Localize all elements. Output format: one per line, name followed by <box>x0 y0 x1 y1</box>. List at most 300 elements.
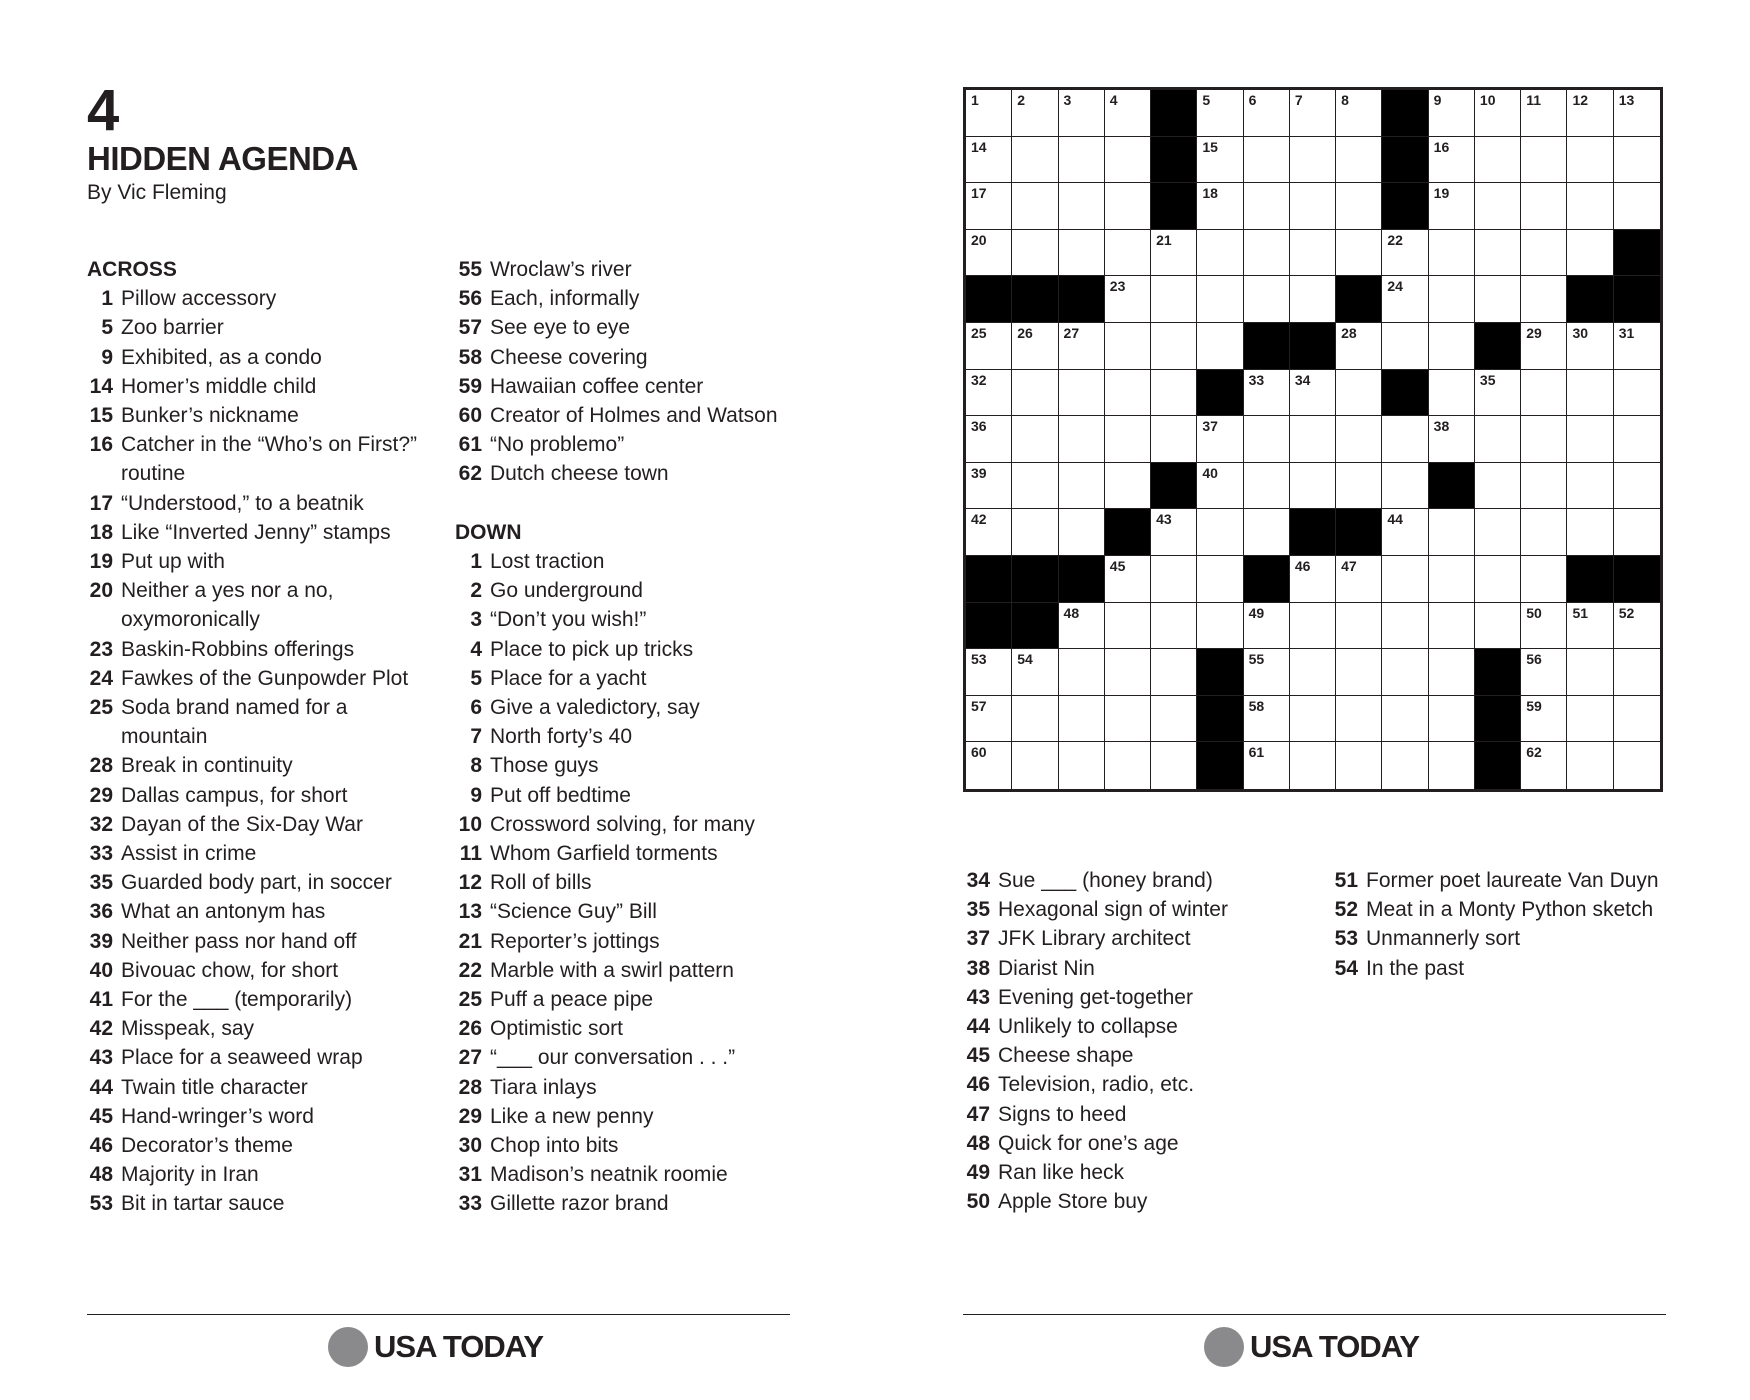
grid-cell[interactable] <box>1151 416 1197 463</box>
grid-cell[interactable] <box>1567 463 1613 510</box>
grid-cell[interactable] <box>1105 323 1151 370</box>
grid-cell[interactable] <box>1567 696 1613 743</box>
grid-cell[interactable] <box>1151 649 1197 696</box>
grid-cell[interactable] <box>1475 463 1521 510</box>
grid-cell[interactable] <box>1567 370 1613 417</box>
brand-name: USA TODAY <box>374 1329 544 1364</box>
grid-cell[interactable] <box>1614 649 1660 696</box>
grid-cell[interactable] <box>1567 323 1613 370</box>
grid-cell[interactable] <box>1382 276 1428 323</box>
grid-cell[interactable] <box>966 416 1012 463</box>
cell-number: 38 <box>1433 418 1450 435</box>
grid-cell[interactable] <box>1151 509 1197 556</box>
grid-cell[interactable] <box>1475 509 1521 556</box>
grid-cell[interactable] <box>966 649 1012 696</box>
grid-cell[interactable] <box>1059 649 1105 696</box>
grid-cell[interactable] <box>1244 230 1290 277</box>
grid-cell[interactable] <box>1197 183 1243 230</box>
grid-cell[interactable] <box>1382 230 1428 277</box>
clue-text: Guarded body part, in soccer <box>121 871 392 895</box>
grid-cell[interactable] <box>1105 90 1151 137</box>
cell-number: 26 <box>1017 325 1033 341</box>
grid-cell[interactable] <box>966 696 1012 743</box>
grid-cell[interactable] <box>1012 416 1058 463</box>
grid-cell[interactable] <box>1059 230 1105 277</box>
grid-cell[interactable] <box>1012 370 1058 417</box>
grid-cell[interactable] <box>1567 509 1613 556</box>
clue-number: 56 <box>458 287 482 311</box>
puzzle-title: HIDDEN AGENDA <box>87 140 358 177</box>
grid-cell[interactable] <box>1290 742 1336 789</box>
clue-text: Evening get-together <box>998 985 1193 1009</box>
grid-cell[interactable] <box>1567 742 1613 789</box>
grid-cell[interactable] <box>1336 742 1382 789</box>
grid-cell[interactable] <box>1382 509 1428 556</box>
grid-cell[interactable] <box>1614 742 1660 789</box>
grid-cell[interactable] <box>1012 742 1058 789</box>
grid-cell[interactable] <box>1567 230 1613 277</box>
grid-cell[interactable] <box>1521 183 1567 230</box>
across-clue <box>87 518 427 547</box>
grid-cell[interactable] <box>1521 649 1567 696</box>
cell-number: 59 <box>1526 697 1542 714</box>
cell-number: 48 <box>1063 604 1080 621</box>
grid-cell[interactable] <box>1336 603 1382 650</box>
grid-cell[interactable] <box>1244 137 1290 184</box>
clue-text: Like a new penny <box>490 1104 654 1128</box>
grid-cell[interactable] <box>1244 603 1290 650</box>
grid-cell[interactable] <box>966 370 1012 417</box>
clue-number: 3 <box>470 608 482 632</box>
cell-number: 46 <box>1294 558 1311 574</box>
clue-number: 44 <box>966 1015 990 1039</box>
grid-cell[interactable] <box>1244 509 1290 556</box>
clue-number: 5 <box>101 316 113 340</box>
grid-block <box>1614 276 1660 323</box>
grid-cell[interactable] <box>1059 370 1105 417</box>
grid-cell[interactable] <box>1197 556 1243 603</box>
grid-cell[interactable] <box>1012 649 1058 696</box>
grid-cell[interactable] <box>1059 742 1105 789</box>
grid-cell[interactable] <box>1290 276 1336 323</box>
grid-cell[interactable] <box>1290 230 1336 277</box>
grid-cell[interactable] <box>1197 323 1243 370</box>
clue-number: 50 <box>966 1190 990 1214</box>
grid-cell[interactable] <box>1614 183 1660 230</box>
grid-cell[interactable] <box>1521 137 1567 184</box>
grid-cell[interactable] <box>1059 463 1105 510</box>
clue-text: JFK Library architect <box>998 927 1191 951</box>
grid-cell[interactable] <box>1105 463 1151 510</box>
grid-cell[interactable] <box>1105 370 1151 417</box>
grid-cell[interactable] <box>1290 556 1336 603</box>
grid-block <box>1059 556 1105 603</box>
grid-cell[interactable] <box>1382 603 1428 650</box>
grid-cell[interactable] <box>1059 183 1105 230</box>
grid-cell[interactable] <box>1614 323 1660 370</box>
grid-cell[interactable] <box>1197 463 1243 510</box>
cell-number: 28 <box>1341 325 1357 341</box>
clue-number: 38 <box>966 956 990 980</box>
grid-cell[interactable] <box>1475 556 1521 603</box>
grid-cell[interactable] <box>1244 463 1290 510</box>
cell-number: 2 <box>1017 92 1026 108</box>
grid-cell[interactable] <box>1059 137 1105 184</box>
grid-cell[interactable] <box>1151 370 1197 417</box>
grid-cell[interactable] <box>1429 230 1475 277</box>
clue-text: Cheese covering <box>490 345 648 369</box>
across-clue <box>87 927 427 956</box>
down-clue <box>963 1012 1303 1041</box>
grid-cell[interactable] <box>1475 603 1521 650</box>
grid-cell[interactable] <box>1521 276 1567 323</box>
across-clue <box>455 372 785 401</box>
grid-cell[interactable] <box>1244 742 1290 789</box>
grid-cell[interactable] <box>1105 183 1151 230</box>
cell-number: 11 <box>1526 92 1541 108</box>
grid-cell[interactable] <box>966 323 1012 370</box>
grid-cell[interactable] <box>1567 183 1613 230</box>
clue-number: 29 <box>458 1104 482 1128</box>
grid-cell[interactable] <box>1382 416 1428 463</box>
grid-cell[interactable] <box>1336 463 1382 510</box>
grid-cell[interactable] <box>1197 416 1243 463</box>
clue-number: 45 <box>966 1044 990 1068</box>
clue-number: 61 <box>458 433 482 457</box>
grid-cell[interactable] <box>1105 649 1151 696</box>
cell-number: 21 <box>1156 231 1172 248</box>
grid-cell[interactable] <box>1197 276 1243 323</box>
grid-cell[interactable] <box>1290 603 1336 650</box>
cell-number: 17 <box>971 185 987 202</box>
grid-cell[interactable] <box>1614 463 1660 510</box>
grid-cell[interactable] <box>1105 230 1151 277</box>
clue-text: Roll of bills <box>490 871 592 895</box>
grid-cell[interactable] <box>1151 556 1197 603</box>
grid-cell[interactable] <box>1429 183 1475 230</box>
grid-cell[interactable] <box>1105 556 1151 603</box>
grid-cell[interactable] <box>966 90 1012 137</box>
grid-cell[interactable] <box>1429 90 1475 137</box>
grid-cell[interactable] <box>1151 323 1197 370</box>
cell-number: 6 <box>1248 92 1257 108</box>
grid-cell[interactable] <box>1429 603 1475 650</box>
grid-cell[interactable] <box>1151 276 1197 323</box>
clue-number: 62 <box>458 462 482 486</box>
across-clue <box>87 897 427 926</box>
grid-cell[interactable] <box>1012 230 1058 277</box>
clue-number: 35 <box>89 871 113 895</box>
grid-cell[interactable] <box>1382 323 1428 370</box>
grid-cell[interactable] <box>1151 230 1197 277</box>
grid-cell[interactable] <box>1012 509 1058 556</box>
cell-number: 15 <box>1202 138 1218 155</box>
grid-cell[interactable] <box>1290 649 1336 696</box>
grid-cell[interactable] <box>1429 509 1475 556</box>
grid-cell[interactable] <box>1567 603 1613 650</box>
across-clue <box>87 1160 427 1189</box>
grid-cell[interactable] <box>1105 603 1151 650</box>
down-clue <box>455 781 785 810</box>
grid-cell[interactable] <box>1290 90 1336 137</box>
clue-number: 46 <box>966 1073 990 1097</box>
clue-text: In the past <box>1366 956 1465 980</box>
grid-cell[interactable] <box>1521 90 1567 137</box>
grid-cell[interactable] <box>1336 370 1382 417</box>
grid-cell[interactable] <box>1614 696 1660 743</box>
cell-number: 49 <box>1248 604 1265 621</box>
clue-text: Hawaiian coffee center <box>490 374 704 398</box>
grid-cell[interactable] <box>1382 696 1428 743</box>
grid-cell[interactable] <box>1336 183 1382 230</box>
grid-cell[interactable] <box>1290 370 1336 417</box>
clue-text: Baskin-Robbins offerings <box>121 637 355 661</box>
grid-cell[interactable] <box>1475 370 1521 417</box>
across-clue <box>87 547 427 576</box>
across-clue <box>87 576 427 634</box>
clue-number: 55 <box>458 258 482 281</box>
grid-cell[interactable] <box>1521 463 1567 510</box>
grid-cell[interactable] <box>1336 556 1382 603</box>
grid-cell[interactable] <box>1059 696 1105 743</box>
clue-text: Hexagonal sign of winter <box>998 898 1228 922</box>
grid-cell[interactable] <box>1475 90 1521 137</box>
grid-cell[interactable] <box>966 509 1012 556</box>
across-clue <box>455 401 785 430</box>
across-clue <box>455 343 785 372</box>
cell-number: 37 <box>1202 418 1218 435</box>
grid-cell[interactable] <box>1244 276 1290 323</box>
across-clue <box>455 255 785 284</box>
grid-cell[interactable] <box>1336 649 1382 696</box>
grid-cell[interactable] <box>1429 742 1475 789</box>
grid-cell[interactable] <box>1614 137 1660 184</box>
cell-number: 51 <box>1572 604 1589 621</box>
clue-text: “Understood,” to a beatnik <box>121 491 364 515</box>
cell-number: 1 <box>971 92 979 108</box>
down-clue <box>455 1014 785 1043</box>
grid-cell[interactable] <box>1244 183 1290 230</box>
grid-cell[interactable] <box>1336 696 1382 743</box>
cell-number: 50 <box>1526 604 1542 621</box>
cell-number: 36 <box>971 418 987 435</box>
grid-cell[interactable] <box>1059 323 1105 370</box>
grid-cell[interactable] <box>1521 230 1567 277</box>
grid-cell[interactable] <box>1429 370 1475 417</box>
grid-cell[interactable] <box>1521 416 1567 463</box>
grid-cell[interactable] <box>966 230 1012 277</box>
cell-number: 62 <box>1526 744 1542 761</box>
clue-text: Place to pick up tricks <box>490 637 694 661</box>
clue-section-heading: ACROSS <box>87 258 177 281</box>
across-clue <box>87 635 427 664</box>
grid-cell[interactable] <box>1382 556 1428 603</box>
grid-cell[interactable] <box>1567 90 1613 137</box>
grid-cell[interactable] <box>1012 137 1058 184</box>
grid-cell[interactable] <box>1614 90 1660 137</box>
grid-cell[interactable] <box>1105 276 1151 323</box>
grid-cell[interactable] <box>1059 90 1105 137</box>
grid-cell[interactable] <box>1336 416 1382 463</box>
clue-number: 11 <box>459 842 482 866</box>
clue-column-2 <box>455 255 785 1219</box>
cell-number: 34 <box>1294 371 1311 388</box>
grid-cell[interactable] <box>1012 323 1058 370</box>
across-clue <box>455 284 785 313</box>
clue-text: Decorator’s theme <box>121 1134 293 1158</box>
grid-cell[interactable] <box>966 463 1012 510</box>
grid-cell[interactable] <box>1614 416 1660 463</box>
grid-block <box>1151 90 1197 137</box>
grid-cell[interactable] <box>1521 509 1567 556</box>
grid-cell[interactable] <box>1244 416 1290 463</box>
clue-text: Former poet laureate Van Duyn <box>1366 869 1659 892</box>
grid-cell[interactable] <box>1012 90 1058 137</box>
clue-column-4 <box>1330 866 1670 983</box>
clue-text: Reporter’s jottings <box>490 929 660 953</box>
grid-cell[interactable] <box>966 183 1012 230</box>
grid-cell[interactable] <box>1059 416 1105 463</box>
grid-cell[interactable] <box>1567 416 1613 463</box>
clue-number: 48 <box>89 1163 113 1187</box>
clue-text: Dayan of the Six-Day War <box>121 812 363 836</box>
grid-cell[interactable] <box>1197 603 1243 650</box>
clue-text: Crossword solving, for many <box>490 812 755 836</box>
cell-number: 52 <box>1618 604 1635 621</box>
grid-cell[interactable] <box>1429 276 1475 323</box>
grid-cell[interactable] <box>1105 416 1151 463</box>
across-clue <box>455 430 785 459</box>
grid-cell[interactable] <box>966 137 1012 184</box>
grid-cell[interactable] <box>1429 696 1475 743</box>
grid-cell[interactable] <box>1012 183 1058 230</box>
grid-cell[interactable] <box>1521 556 1567 603</box>
grid-cell[interactable] <box>1290 463 1336 510</box>
grid-cell[interactable] <box>1475 137 1521 184</box>
grid-cell[interactable] <box>1059 509 1105 556</box>
clue-number: 14 <box>89 374 113 398</box>
clue-number: 53 <box>1334 927 1358 951</box>
grid-block <box>1197 649 1243 696</box>
clue-number: 12 <box>458 871 482 895</box>
clue-number: 35 <box>966 898 990 922</box>
grid-cell[interactable] <box>1614 509 1660 556</box>
clue-text: Whom Garfield torments <box>490 842 718 866</box>
grid-cell[interactable] <box>1290 416 1336 463</box>
grid-cell[interactable] <box>1521 603 1567 650</box>
cell-number: 39 <box>971 464 987 481</box>
grid-cell[interactable] <box>1567 137 1613 184</box>
clue-number: 5 <box>470 666 482 690</box>
grid-cell[interactable] <box>1336 230 1382 277</box>
down-clue <box>455 839 785 868</box>
grid-cell[interactable] <box>1059 603 1105 650</box>
grid-cell[interactable] <box>1429 416 1475 463</box>
grid-cell[interactable] <box>1290 696 1336 743</box>
clue-number: 28 <box>458 1075 482 1099</box>
grid-cell[interactable] <box>1521 323 1567 370</box>
grid-cell[interactable] <box>1244 90 1290 137</box>
grid-cell[interactable] <box>1429 649 1475 696</box>
grid-cell[interactable] <box>1336 323 1382 370</box>
grid-cell[interactable] <box>1475 183 1521 230</box>
clue-number: 27 <box>458 1046 482 1070</box>
grid-cell[interactable] <box>1151 603 1197 650</box>
grid-block <box>1059 276 1105 323</box>
grid-cell[interactable] <box>1244 696 1290 743</box>
across-clue <box>87 313 427 342</box>
grid-cell[interactable] <box>1197 509 1243 556</box>
grid-cell[interactable] <box>1197 90 1243 137</box>
grid-cell[interactable] <box>1521 370 1567 417</box>
grid-cell[interactable] <box>1521 742 1567 789</box>
grid-cell[interactable] <box>1475 230 1521 277</box>
grid-block <box>1382 370 1428 417</box>
down-clue <box>963 1129 1303 1158</box>
clue-number: 19 <box>89 550 113 574</box>
grid-block <box>1475 696 1521 743</box>
clue-text: Madison’s neatnik roomie <box>490 1163 728 1187</box>
grid-cell[interactable] <box>1429 137 1475 184</box>
cell-number: 55 <box>1248 651 1265 668</box>
clue-text: For the ___ (temporarily) <box>121 988 353 1012</box>
grid-cell[interactable] <box>1151 696 1197 743</box>
clue-text: Diarist Nin <box>998 956 1095 980</box>
grid-cell[interactable] <box>1429 323 1475 370</box>
grid-block <box>1567 276 1613 323</box>
grid-cell[interactable] <box>1336 90 1382 137</box>
clue-text: Television, radio, etc. <box>998 1073 1195 1097</box>
grid-cell[interactable] <box>1382 742 1428 789</box>
grid-cell[interactable] <box>1290 183 1336 230</box>
grid-cell[interactable] <box>1012 696 1058 743</box>
grid-cell[interactable] <box>1614 603 1660 650</box>
grid-cell[interactable] <box>1429 556 1475 603</box>
grid-cell[interactable] <box>1244 370 1290 417</box>
cell-number: 16 <box>1433 138 1450 155</box>
clue-number: 39 <box>89 929 113 953</box>
cell-number: 32 <box>971 371 987 388</box>
grid-cell[interactable] <box>1197 137 1243 184</box>
clue-text: Like “Inverted Jenny” stamps <box>121 520 391 544</box>
grid-cell[interactable] <box>1151 742 1197 789</box>
grid-cell[interactable] <box>1336 137 1382 184</box>
grid-cell[interactable] <box>1197 230 1243 277</box>
grid-cell[interactable] <box>1105 742 1151 789</box>
grid-cell[interactable] <box>1012 463 1058 510</box>
grid-cell[interactable] <box>1105 696 1151 743</box>
cell-number: 12 <box>1572 92 1589 108</box>
grid-cell[interactable] <box>1475 276 1521 323</box>
grid-cell[interactable] <box>1105 137 1151 184</box>
grid-block <box>1012 556 1058 603</box>
grid-cell[interactable] <box>1475 416 1521 463</box>
clue-column-3 <box>963 866 1303 1216</box>
clue-number: 28 <box>89 754 113 778</box>
grid-cell[interactable] <box>1614 370 1660 417</box>
grid-cell[interactable] <box>1567 649 1613 696</box>
grid-cell[interactable] <box>1244 649 1290 696</box>
grid-block <box>1105 509 1151 556</box>
grid-cell[interactable] <box>1521 696 1567 743</box>
grid-cell[interactable] <box>1382 463 1428 510</box>
grid-cell[interactable] <box>1290 137 1336 184</box>
grid-cell[interactable] <box>966 742 1012 789</box>
clue-text: Fawkes of the Gunpowder Plot <box>121 666 409 690</box>
grid-block <box>966 556 1012 603</box>
clue-number: 2 <box>470 579 482 603</box>
grid-cell[interactable] <box>1382 649 1428 696</box>
